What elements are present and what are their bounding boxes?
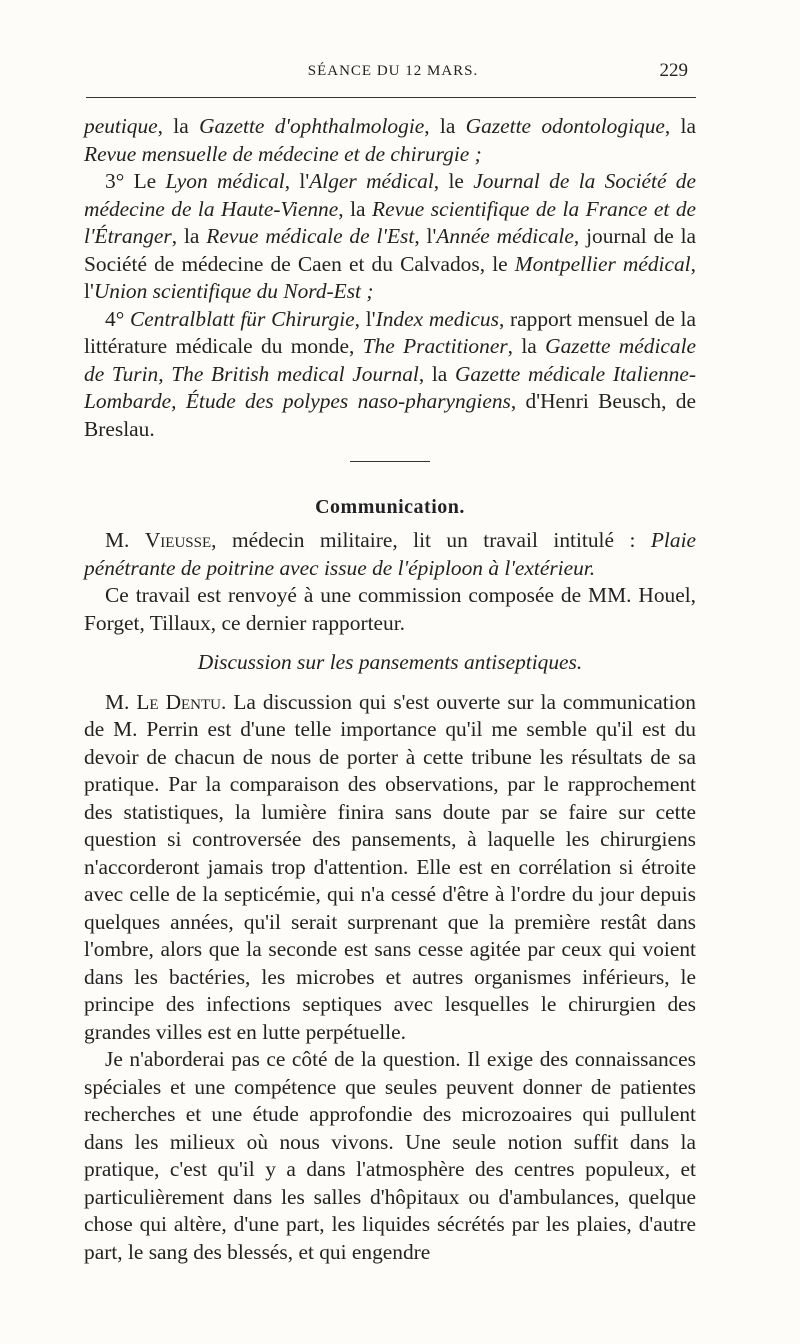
text-span: , le bbox=[433, 169, 474, 193]
subsection-heading: Discussion sur les pansements antiseptiques. bbox=[197, 650, 583, 674]
header-rule bbox=[86, 97, 696, 98]
text-span: Plaie pénétrante de poitrine avec issue de l'épiploon à l'extérieur. bbox=[84, 528, 697, 580]
paragraph-3 bbox=[84, 306, 696, 444]
text-span: Année médicale bbox=[436, 224, 574, 248]
text-span: , la bbox=[507, 334, 546, 358]
text-span: , la bbox=[171, 224, 207, 248]
text-span: , l' bbox=[354, 306, 376, 331]
running-title: SÉANCE DU 12 MARS. bbox=[307, 63, 479, 79]
text-span: . La discussion qui s'est ouverte sur la communication de M. Perrin est d'une telle importance qu'il me semble qu'il est du devoir de chacun de nous de porter à cette tribune les résultats de sa pratique. Par la comparaison des observations, par le rapprochement des statistiques, la lumière finira sans doute par se faire sur cette question si controversée des pansements, à laquelle les chirurgiens n'accorderont jamais trop d'attention. Elle est en corrélation si étroite avec celle de la septicémie, qui n'a cessé d'être à l'ordre du jour depuis quelques années, qu'il serait surprenant que la première restât dans l'ombre, alors que la seconde est sans cesse agitée par ceux qui voient dans les bactéries, les microbes et autres organismes inférieurs, le principe des infections septiques avec lesquelles le chirurgien des grandes villes est en lutte perpétuelle. bbox=[84, 689, 696, 1044]
text-span: Lyon médical bbox=[165, 169, 285, 193]
text-span: , médecin militaire, lit un travail intitulé : bbox=[211, 528, 651, 552]
text-span: Centralblatt für Chirurgie bbox=[130, 306, 355, 331]
text-span: Journal de la Société de médecine de la Haute-Vienne bbox=[84, 169, 696, 221]
text-span: Revue mensuelle de médecine et de chirurgie ; bbox=[84, 141, 482, 166]
text-span: Union scientifique du Nord-Est ; bbox=[93, 279, 374, 303]
text-span: , la bbox=[424, 114, 466, 138]
text-span: Revue médicale de l'Est bbox=[206, 224, 415, 248]
text-span: Alger médical bbox=[309, 169, 434, 193]
paragraph-2 bbox=[84, 168, 696, 306]
text-span: M. bbox=[105, 528, 145, 552]
text-span: , la bbox=[338, 196, 373, 221]
text-span: Gazette odontologique bbox=[465, 114, 665, 138]
text-span: , d'Henri Beusch, de Breslau. bbox=[84, 389, 696, 441]
running-header bbox=[86, 60, 700, 86]
text-span: , la bbox=[664, 114, 696, 138]
paragraph-4 bbox=[84, 527, 696, 582]
text-span: peutique bbox=[84, 114, 158, 138]
section-divider bbox=[350, 461, 430, 462]
text-span: 4° bbox=[105, 306, 131, 331]
text-span: 3° Le bbox=[105, 169, 166, 193]
text-span: , l' bbox=[84, 251, 696, 303]
text-span: Le Dentu bbox=[136, 689, 222, 714]
body-text bbox=[84, 113, 696, 1266]
paragraph-7: Je n'aborderai pas ce côté de la question. Il exige des connaissances spéciales et une compétence que seules peuvent donner de patientes recherches et une étude approfondie des microzoaires qui pullulent dans les milieux où nous vivons. Une seule notion suffit dans la pratique, c'est qu'il y a dans l'atmosphère des centres populeux, et particulièrement dans les salles d'hôpitaux ou d'ambulances, quelque chose qui altère, d'une part, les liquides sécrétés par les plaies, d'autre part, le sang des blessés, et qui engendre bbox=[84, 1047, 696, 1264]
text-span: Gazette d'ophthalmologie bbox=[199, 114, 425, 138]
text-span: M. bbox=[105, 689, 137, 714]
text-span: Revue scientifique de la France et de l'Étranger bbox=[84, 196, 697, 248]
text-span: Gazette médicale de Turin, The British medical Journal bbox=[84, 334, 697, 386]
text-span: , la bbox=[418, 361, 455, 386]
page-number: 229 bbox=[659, 60, 688, 81]
text-span: Montpellier médical bbox=[514, 251, 691, 276]
text-span: Gazette médicale Italienne-Lombarde, Étude des polypes naso-pharyngiens bbox=[84, 361, 696, 413]
text-span: , journal de la Société de médecine de Caen et du Calvados, le bbox=[84, 224, 697, 276]
text-span: Vieusse bbox=[144, 528, 212, 552]
paragraph-1 bbox=[84, 113, 696, 168]
section-heading: Communication. bbox=[315, 496, 465, 518]
paragraph-6 bbox=[84, 689, 696, 1047]
text-span: , l' bbox=[284, 169, 310, 193]
text-span: , la bbox=[157, 114, 200, 138]
text-span: , l' bbox=[414, 224, 437, 248]
paragraph-5: Ce travail est renvoyé à une commission composée de MM. Houel, Forget, Tillaux, ce dernier rapporteur. bbox=[84, 583, 696, 635]
text-span: The Practitioner bbox=[362, 334, 508, 358]
text-span: , rapport mensuel de la littérature médicale du monde, bbox=[84, 306, 696, 358]
text-span: Index medicus bbox=[375, 306, 499, 331]
